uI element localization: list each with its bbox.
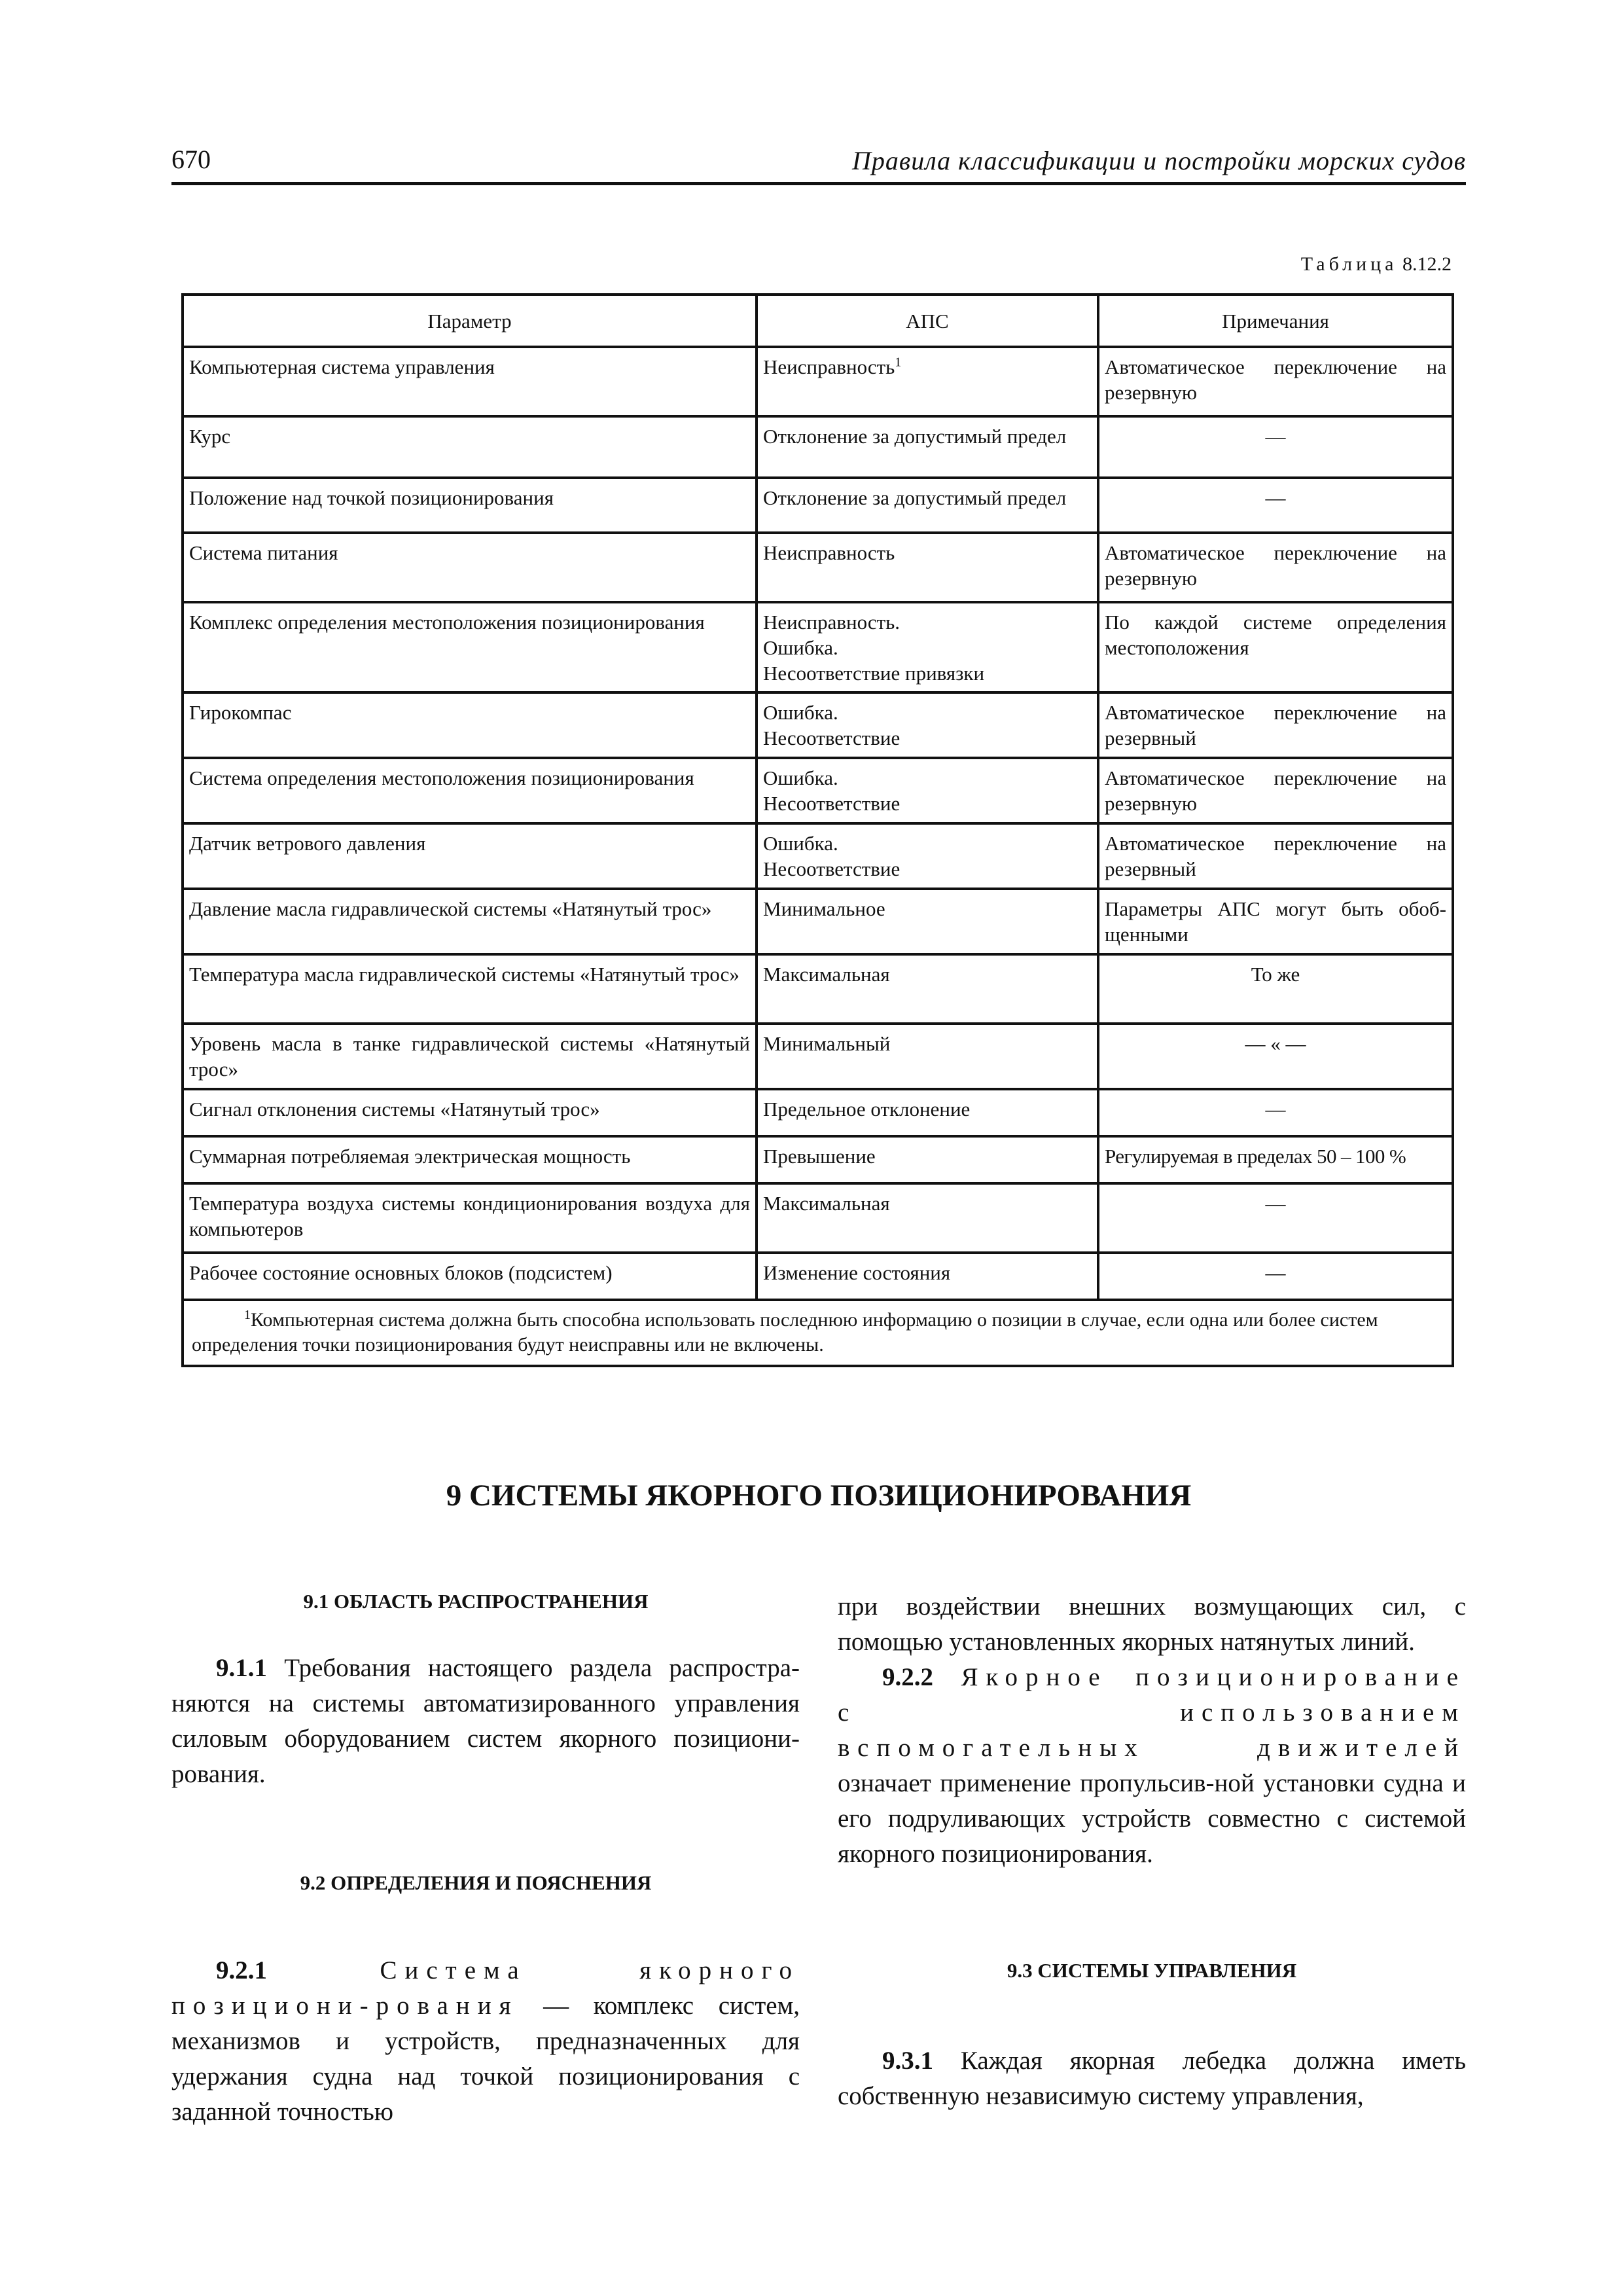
table-caption-number: 8.12.2 [1402, 253, 1452, 275]
aps-text: Изменение состояния [763, 1261, 951, 1285]
aps-line [763, 897, 1092, 922]
parameters-table [181, 293, 1454, 1367]
cell-parameter: Температура масла гидравлической системы «Натянутый трос» [183, 954, 757, 1024]
table-row [183, 889, 1453, 954]
aps-line [763, 766, 1092, 791]
cell-aps [757, 954, 1098, 1024]
cell-note: — [1098, 416, 1453, 478]
cell-parameter: Курс [183, 416, 757, 478]
paragraph-text: Каждая якорная лебедка должна иметь собственную независимую систему управления, [838, 2047, 1466, 2110]
cell-note: По каждой системе определения местоположения [1098, 602, 1453, 692]
cell-note: Автоматическое переключение на резервную [1098, 347, 1453, 416]
footnote-reference: 1 [895, 355, 902, 370]
cell-parameter: Гирокомпас [183, 692, 757, 758]
cell-aps [757, 758, 1098, 823]
paragraph-9-1-1 [171, 1651, 800, 1792]
left-column [171, 1584, 800, 2130]
table-row [183, 478, 1453, 533]
paragraph-text: Требования настоящего раздела распростра-няются на системы автоматизированного управления силовым оборудованием систем якорного позициони-рования. [171, 1654, 800, 1788]
subsection-heading-9-2: 9.2 ОПРЕДЕЛЕНИЯ И ПОЯСНЕНИЯ [300, 1871, 652, 1894]
aps-text: Ошибка. [763, 636, 838, 659]
cell-parameter: Система питания [183, 533, 757, 602]
paragraph-number: 9.2.1 [216, 1956, 267, 1984]
paragraph-9-2-2 [838, 1660, 1466, 1872]
aps-text: Предельное отклонение [763, 1098, 971, 1121]
cell-aps [757, 1089, 1098, 1136]
cell-note: — [1098, 478, 1453, 533]
aps-line [763, 636, 1092, 661]
column-header-parameter: Параметр [183, 295, 757, 347]
aps-text: Отклонение за допустимый предел [763, 425, 1067, 448]
cell-note: Автоматическое переключение на резервный [1098, 692, 1453, 758]
aps-line [763, 857, 1092, 882]
aps-line [763, 486, 1092, 511]
table-row [183, 1024, 1453, 1089]
cell-aps [757, 823, 1098, 889]
cell-aps [757, 889, 1098, 954]
cell-note: Автоматическое переключение на резервную [1098, 758, 1453, 823]
cell-parameter: Комплекс определения местоположения позиционирования [183, 602, 757, 692]
table-row [183, 347, 1453, 416]
cell-note: — [1098, 1089, 1453, 1136]
footnote-mark: 1 [244, 1308, 251, 1323]
cell-parameter: Компьютерная система управления [183, 347, 757, 416]
paragraph-9-3-1 [838, 2043, 1466, 2114]
cell-parameter: Уровень масла в танке гидравлической системы «Натянутый трос» [183, 1024, 757, 1089]
table-row [183, 1136, 1453, 1183]
cell-aps [757, 602, 1098, 692]
aps-text: Неисправность [763, 541, 895, 564]
table-row [183, 758, 1453, 823]
table-caption [1301, 253, 1452, 276]
aps-text: Несоответствие [763, 726, 901, 749]
paragraph-number: 9.1.1 [216, 1654, 267, 1682]
cell-aps [757, 692, 1098, 758]
cell-aps [757, 1253, 1098, 1300]
paragraph-number: 9.2.2 [882, 1663, 933, 1691]
cell-note: Параметры АПС могут быть обоб-щенными [1098, 889, 1453, 954]
aps-line [763, 726, 1092, 751]
table-row [183, 823, 1453, 889]
aps-line [763, 424, 1092, 450]
subsection-heading-9-3: 9.3 СИСТЕМЫ УПРАВЛЕНИЯ [1007, 1959, 1297, 1982]
cell-aps [757, 533, 1098, 602]
paragraph-9-2-1 [171, 1953, 800, 2130]
paragraph-text: означает применение пропульсив-ной установки судна и его подруливающих устройств совместно с системой якорного позиционирования. [838, 1769, 1466, 1868]
cell-note: — [1098, 1253, 1453, 1300]
table-row [183, 1253, 1453, 1300]
defined-term: Якорное позиционирование с использованием вспомогательных движителей [838, 1663, 1466, 1762]
cell-parameter: Датчик ветрового давления [183, 823, 757, 889]
table-footnote [183, 1300, 1453, 1366]
aps-line [763, 1031, 1092, 1057]
page-header [171, 137, 1466, 185]
cell-aps [757, 416, 1098, 478]
aps-line [763, 610, 1092, 636]
aps-text: Отклонение за допустимый предел [763, 486, 1067, 509]
cell-aps [757, 1136, 1098, 1183]
aps-text: Максимальная [763, 1192, 890, 1215]
aps-line [763, 700, 1092, 726]
cell-aps [757, 478, 1098, 533]
aps-text: Превышение [763, 1145, 876, 1168]
cell-parameter: Температура воздуха системы кондиционирования воздуха для компьютеров [183, 1183, 757, 1253]
aps-line [763, 1144, 1092, 1170]
cell-note: Регулируемая в пределах 50 – 100 % [1098, 1136, 1453, 1183]
cell-parameter: Положение над точкой позиционирования [183, 478, 757, 533]
paragraph-text: — комплекс систем, механизмов и устройств, предназначенных для удержания судна над точкой позиционирования с заданной точностью [171, 1992, 800, 2126]
running-title: Правила классификации и постройки морских судов [851, 146, 1466, 175]
aps-text: Ошибка. [763, 766, 838, 790]
aps-text: Неисправность. [763, 611, 901, 634]
cell-note: Автоматическое переключение на резервную [1098, 533, 1453, 602]
cell-note: — « — [1098, 1024, 1453, 1089]
table-row [183, 1183, 1453, 1253]
aps-text: Несоответствие привязки [763, 661, 985, 685]
table-header-row [183, 295, 1453, 347]
column-header-aps: АПС [757, 295, 1098, 347]
aps-text: Неисправность [763, 355, 895, 378]
aps-line [763, 355, 1092, 380]
cell-aps [757, 1024, 1098, 1089]
defined-term: Система якорного позициони-рования [171, 1956, 800, 2020]
aps-line [763, 962, 1092, 988]
aps-line [763, 1097, 1092, 1122]
aps-text: Несоответствие [763, 857, 901, 880]
page-number: 670 [171, 145, 211, 174]
table-row [183, 416, 1453, 478]
table-row [183, 1089, 1453, 1136]
aps-line [763, 831, 1092, 857]
aps-line [763, 661, 1092, 687]
cell-aps [757, 1183, 1098, 1253]
section-title: 9 СИСТЕМЫ ЯКОРНОГО ПОЗИЦИОНИРОВАНИЯ [446, 1479, 1192, 1513]
table-row [183, 692, 1453, 758]
aps-line [763, 1261, 1092, 1286]
footnote-text: Компьютерная система должна быть способна использовать последнюю информацию о позиции в случае, если одна или более систем определения точки позиционирования будут неисправны или не включены. [192, 1309, 1378, 1355]
table-row [183, 533, 1453, 602]
cell-parameter: Сигнал отклонения системы «Натянутый трос» [183, 1089, 757, 1136]
table-footnote-row [183, 1300, 1453, 1366]
aps-text: Минимальное [763, 897, 885, 921]
right-column [838, 1589, 1466, 2114]
cell-parameter: Давление масла гидравлической системы «Натянутый трос» [183, 889, 757, 954]
subsection-heading-9-1: 9.1 ОБЛАСТЬ РАСПРОСТРАНЕНИЯ [303, 1590, 649, 1613]
table-row [183, 602, 1453, 692]
aps-text: Минимальный [763, 1032, 891, 1056]
cell-parameter: Система определения местоположения позиционирования [183, 758, 757, 823]
aps-text: Несоответствие [763, 792, 901, 815]
cell-note: — [1098, 1183, 1453, 1253]
cell-aps [757, 347, 1098, 416]
cell-note: Автоматическое переключение на резервный [1098, 823, 1453, 889]
table-row [183, 954, 1453, 1024]
column-header-notes: Примечания [1098, 295, 1453, 347]
aps-line [763, 791, 1092, 817]
paragraph-9-2-1-continued: при воздействии внешних возмущающих сил, с помощью установленных якорных натянутых линий. [838, 1592, 1466, 1656]
aps-line [763, 1191, 1092, 1217]
table-caption-word: Таблица [1300, 253, 1398, 275]
aps-line [763, 541, 1092, 566]
cell-parameter: Суммарная потребляемая электрическая мощность [183, 1136, 757, 1183]
aps-text: Ошибка. [763, 701, 838, 725]
aps-text: Ошибка. [763, 832, 838, 855]
cell-note: То же [1098, 954, 1453, 1024]
aps-text: Максимальная [763, 963, 890, 986]
paragraph-number: 9.3.1 [882, 2047, 933, 2075]
cell-parameter: Рабочее состояние основных блоков (подсистем) [183, 1253, 757, 1300]
